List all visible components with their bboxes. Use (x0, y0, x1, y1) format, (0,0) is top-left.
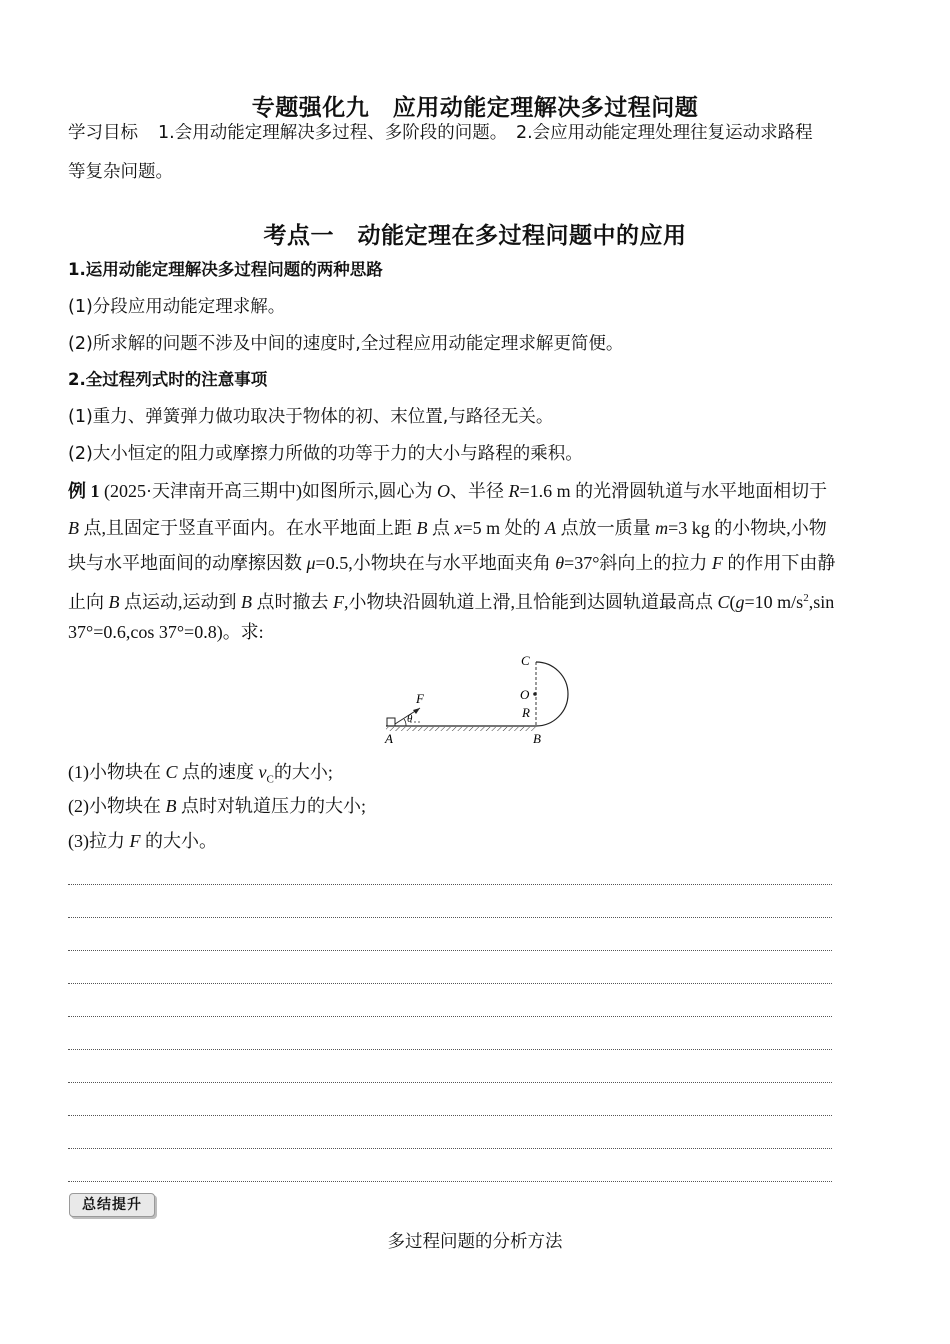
example-label: 例 1 (68, 481, 100, 501)
var-C: C (165, 762, 178, 782)
answer-line[interactable] (68, 917, 832, 918)
question-3 (68, 824, 888, 858)
text: 块与水平地面间的动摩擦因数 (68, 553, 307, 573)
answer-line[interactable] (68, 1115, 832, 1116)
angle-arc (404, 719, 406, 726)
example-line-4 (68, 581, 888, 619)
var-B: B (416, 518, 428, 538)
summary-subtitle: 多过程问题的分析方法 (387, 1232, 563, 1252)
example-line-2 (68, 511, 888, 545)
heading-1: 1.运用动能定理解决多过程问题的两种思路 (68, 260, 383, 279)
track-diagram (380, 650, 580, 750)
var-F: F (711, 553, 723, 573)
answer-line[interactable] (68, 950, 832, 951)
var-O: O (436, 481, 450, 501)
text: ( (729, 592, 736, 612)
text: 点运动,运动到 (119, 592, 241, 612)
example-line-1 (68, 474, 888, 508)
text: 点的速度 (177, 762, 259, 782)
example-source: (2025·天津南开高三期中) (104, 481, 302, 501)
text: ,小物块沿圆轨道上滑,且恰能到达圆轨道最高点 (344, 592, 718, 612)
label-theta: θ (407, 713, 413, 725)
answer-line[interactable] (68, 884, 832, 885)
text: 点时对轨道压力的大小; (176, 796, 366, 816)
label-B: B (533, 731, 541, 746)
answer-line[interactable] (68, 1049, 832, 1050)
var-B: B (165, 796, 177, 816)
answer-line[interactable] (68, 1016, 832, 1017)
center-point (533, 692, 537, 696)
paragraph-2: (2)所求解的问题不涉及中间的速度时,全过程应用动能定理求解更简便。 (68, 334, 624, 354)
var-x: x (454, 518, 463, 538)
block (387, 718, 395, 726)
text: (2)小物块在 (68, 796, 166, 816)
var-F: F (129, 831, 141, 851)
var-v: v (258, 762, 267, 782)
text: =0.5,小物块在与水平地面夹角 (315, 553, 556, 573)
text: 点,且固定于竖直平面内。在水平地面上距 (79, 518, 417, 538)
var-R: R (508, 481, 520, 501)
text: (1)小物块在 (68, 762, 166, 782)
summary-badge: 总结提升 (69, 1193, 155, 1217)
circular-track (536, 662, 568, 726)
page-title: 专题强化九 应用动能定理解决多过程问题 (251, 95, 699, 121)
example-line-3 (68, 546, 888, 580)
label-C: C (521, 653, 530, 668)
text: =5 m 处的 (462, 518, 546, 538)
text: 、半径 (449, 481, 509, 501)
var-g: g (735, 592, 745, 612)
question-2 (68, 789, 888, 823)
objectives-line-1 (68, 116, 888, 150)
var-F: F (333, 592, 344, 612)
paragraph-3: (1)重力、弹簧弹力做功取决于物体的初、末位置,与路径无关。 (68, 407, 554, 427)
text: 点时撤去 (252, 592, 333, 612)
objectives-text-1: 1.会用动能定理解决多过程、多阶段的问题。 2.会应用动能定理处理往复运动求路程 (158, 123, 813, 143)
text: =37°斜向上的拉力 (564, 553, 712, 573)
answer-line[interactable] (68, 1148, 832, 1149)
text: 的作用下由静 (722, 553, 836, 573)
var-m: m (655, 518, 669, 538)
label-O: O (520, 687, 530, 702)
text: 的大小; (273, 762, 333, 782)
text: =10 m/s (744, 592, 804, 612)
answer-line[interactable] (68, 983, 832, 984)
answer-line[interactable] (68, 1082, 832, 1083)
objectives-label: 学习目标 (68, 123, 138, 143)
var-mu: μ (306, 553, 316, 573)
paragraph-4: (2)大小恒定的阻力或摩擦力所做的功等于力的大小与路程的乘积。 (68, 444, 583, 464)
example-line-5: 37°=0.6,cos 37°=0.8)。求: (68, 622, 264, 642)
label-R: R (522, 705, 530, 720)
subscript: C (266, 773, 274, 786)
paragraph-1: (1)分段应用动能定理求解。 (68, 297, 286, 317)
superscript: 2 (803, 592, 809, 604)
text: 点 (427, 518, 455, 538)
heading-2: 2.全过程列式时的注意事项 (68, 370, 268, 389)
objectives-line-2: 等复杂问题。 (68, 162, 173, 182)
answer-line[interactable] (68, 1181, 832, 1182)
text: =3 kg 的小物块,小物 (668, 518, 827, 538)
text: 的大小。 (140, 831, 217, 851)
label-F: F (416, 691, 424, 706)
force-arrowhead (413, 708, 420, 714)
var-C: C (717, 592, 730, 612)
var-B: B (241, 592, 252, 612)
text: ,sin (808, 592, 835, 612)
text: (3)拉力 (68, 831, 130, 851)
section-title: 考点一 动能定理在多过程问题中的应用 (263, 223, 687, 249)
var-B: B (108, 592, 120, 612)
var-B: B (68, 518, 79, 538)
var-A: A (545, 518, 557, 538)
text: 点放一质量 (556, 518, 656, 538)
text: =1.6 m 的光滑圆轨道与水平地面相切于 (519, 481, 828, 501)
text: 如图所示,圆心为 (301, 481, 437, 501)
var-theta: θ (555, 553, 565, 573)
ground-hatch (386, 727, 536, 731)
text: 止向 (68, 592, 109, 612)
label-A: A (385, 731, 393, 746)
